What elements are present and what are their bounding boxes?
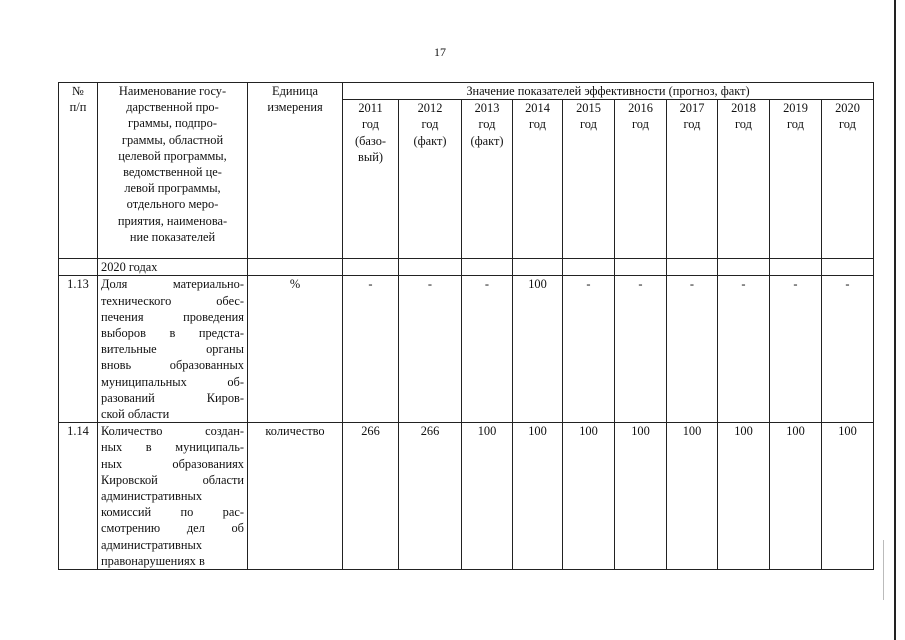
header-row	[59, 83, 874, 100]
row-name-cell	[98, 276, 248, 423]
row-value: 266	[399, 423, 462, 570]
year-header-cell	[399, 100, 462, 259]
year-header-y: 2019	[783, 101, 808, 116]
table-row	[59, 276, 874, 423]
row-number: 1.14	[59, 423, 98, 570]
row-value: 100	[822, 423, 874, 570]
header-unit-line1: Единица	[272, 84, 318, 98]
row-number: 1.13	[59, 276, 98, 423]
row-name-line: административных	[101, 489, 203, 504]
row-value: 100	[667, 423, 718, 570]
row-name-line: вительные органы	[101, 342, 244, 357]
cont-name-cell: 2020 годах	[98, 259, 248, 276]
row-value: 100	[563, 423, 615, 570]
year-header-cell	[718, 100, 770, 259]
page-edge-line	[894, 0, 896, 640]
row-value: 100	[513, 423, 563, 570]
header-num-line2: п/п	[69, 100, 87, 115]
row-value: 100	[718, 423, 770, 570]
row-name-line: правонарушениях в	[101, 553, 205, 568]
year-header-y: 2017	[679, 101, 705, 116]
header-name-line: целевой программы,	[118, 148, 227, 163]
row-value: -	[822, 276, 874, 423]
row-name-cell	[98, 423, 248, 570]
header-name-line: дарственной про-	[126, 100, 219, 115]
row-name-line: выборов в предста-	[101, 326, 244, 341]
header-name-line: ние показателей	[129, 229, 216, 244]
header-group-cell: Значение показателей эффективности (прогноз, факт)	[343, 83, 874, 100]
cont-empty-cell	[563, 259, 615, 276]
row-value: 100	[462, 423, 513, 570]
row-value: 100	[770, 423, 822, 570]
cont-empty-cell	[667, 259, 718, 276]
row-value: -	[399, 276, 462, 423]
row-name-line: смотрению дел об	[101, 521, 244, 536]
continuation-row	[59, 259, 874, 276]
row-name-line: разований Киров-	[101, 390, 244, 405]
header-name-line: Наименование госу-	[118, 84, 227, 98]
page-edge-mark	[883, 540, 884, 600]
year-header-cell	[667, 100, 718, 259]
year-header-y: 2016	[628, 101, 653, 116]
year-header-y: 2020	[835, 101, 860, 116]
cont-empty-cell	[462, 259, 513, 276]
header-num-cell	[59, 83, 98, 259]
row-name-line: ных в муниципаль-	[101, 440, 244, 455]
row-value: -	[770, 276, 822, 423]
year-header-cell	[822, 100, 874, 259]
year-header-y: 2014	[525, 101, 550, 116]
cont-empty-cell	[615, 259, 667, 276]
year-header-l2: год	[735, 117, 752, 132]
row-value: 100	[615, 423, 667, 570]
year-header-cell	[513, 100, 563, 259]
year-header-l2: год	[421, 117, 439, 132]
header-name-line: граммы, подпро-	[128, 116, 217, 131]
row-name-line: административных	[101, 537, 203, 552]
header-name-line: приятия, наименова-	[117, 213, 228, 228]
year-header-y: 2015	[576, 101, 601, 116]
row-name-line: Кировской области	[101, 472, 244, 487]
year-header-l3: (факт)	[470, 133, 504, 148]
year-header-l2: год	[580, 117, 597, 132]
cont-empty-cell	[513, 259, 563, 276]
row-name-line: печения проведения	[101, 309, 244, 324]
year-header-l3: (факт)	[413, 133, 447, 148]
row-unit: %	[248, 276, 343, 423]
cont-empty-cell	[399, 259, 462, 276]
header-name-line: ведомственной це-	[123, 165, 222, 180]
row-name-line: Доля материально-	[101, 277, 244, 292]
cont-empty-cell	[718, 259, 770, 276]
year-header-cell	[770, 100, 822, 259]
row-name-line: технического обес-	[101, 293, 244, 308]
header-name-cell	[98, 83, 248, 259]
cont-empty-cell	[822, 259, 874, 276]
year-header-l4: вый)	[358, 149, 383, 164]
cont-empty-cell	[770, 259, 822, 276]
row-name-line: ных образованиях	[101, 456, 244, 471]
year-header-l2: год	[787, 117, 804, 132]
year-header-l2: год	[529, 117, 546, 132]
year-header-l2: год	[839, 117, 856, 132]
header-name-line: левой программы,	[124, 181, 221, 196]
row-name-line: комиссий по рас-	[101, 505, 244, 520]
year-header-l2: год	[478, 117, 496, 132]
row-value: -	[718, 276, 770, 423]
year-header-l3: (базо-	[354, 133, 387, 148]
year-header-y: 2011	[358, 101, 383, 116]
row-value: 266	[343, 423, 399, 570]
page-number: 17	[434, 45, 446, 59]
year-header-y: 2013	[474, 101, 500, 116]
year-header-cell	[343, 100, 399, 259]
year-header-cell	[615, 100, 667, 259]
row-name-line: ской области	[101, 407, 170, 422]
header-name-line: отдельного меро-	[126, 197, 219, 212]
row-value: -	[563, 276, 615, 423]
year-header-l2: год	[683, 117, 701, 132]
year-header-y: 2012	[417, 101, 443, 116]
year-header-cell	[563, 100, 615, 259]
header-name-line: граммы, областной	[121, 132, 224, 147]
cont-empty-cell	[248, 259, 343, 276]
row-unit: количество	[248, 423, 343, 570]
year-header-y: 2018	[731, 101, 756, 116]
row-value: -	[462, 276, 513, 423]
row-value: -	[343, 276, 399, 423]
year-header-cell	[462, 100, 513, 259]
table-row	[59, 423, 874, 570]
indicators-table	[58, 82, 874, 570]
year-header-l2: год	[632, 117, 649, 132]
header-unit-cell	[248, 83, 343, 259]
row-value: -	[667, 276, 718, 423]
header-unit-line2: измерения	[267, 100, 323, 115]
cont-num-cell	[59, 259, 98, 276]
row-name-line: вновь образованных	[101, 358, 244, 373]
cont-empty-cell	[343, 259, 399, 276]
row-value: 100	[513, 276, 563, 423]
header-num-line1: №	[72, 84, 84, 98]
row-name-line: Количество создан-	[101, 424, 244, 439]
row-name-line: муниципальных об-	[101, 374, 244, 389]
row-value: -	[615, 276, 667, 423]
year-header-l2: год	[362, 117, 379, 132]
